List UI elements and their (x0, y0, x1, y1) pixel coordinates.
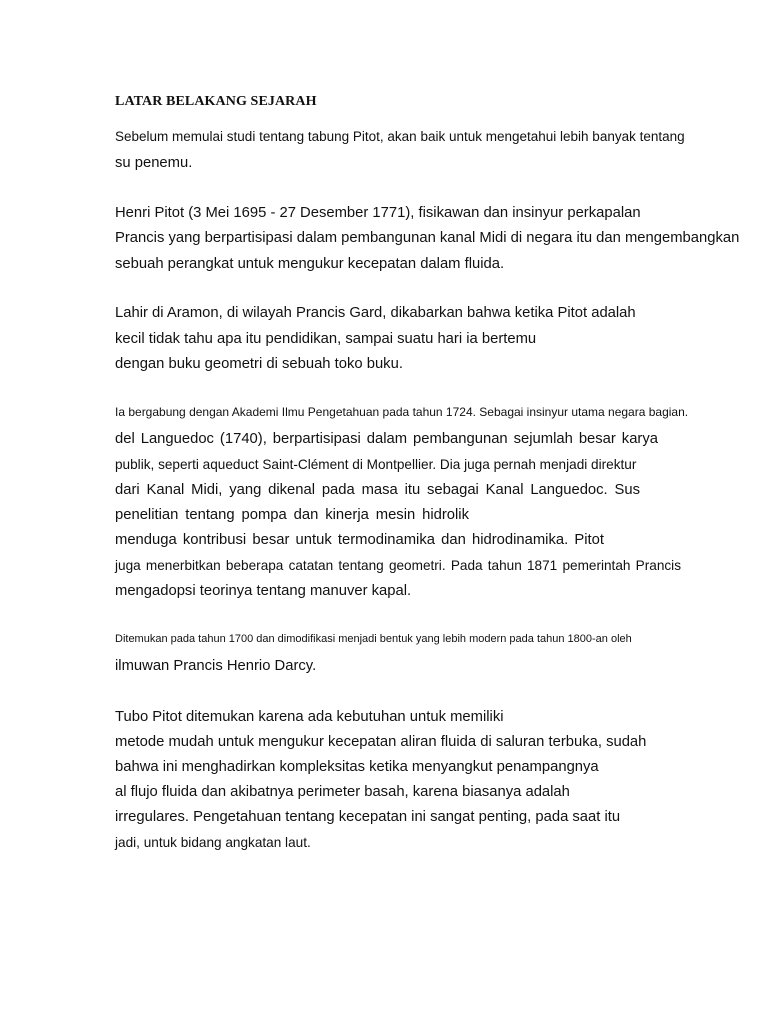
paragraph-6-line-6: jadi, untuk bidang angkatan laut. (115, 835, 311, 850)
document-title: LATAR BELAKANG SEJARAH (115, 94, 317, 109)
paragraph-4-line-4: dari Kanal Midi, yang dikenal pada masa itu sebagai Kanal Languedoc. Sus (115, 482, 640, 498)
paragraph-2-line-2: Prancis yang berpartisipasi dalam pembangunan kanal Midi di negara itu dan mengembangkan (115, 230, 740, 246)
paragraph-4-line-7: juga menerbitkan beberapa catatan tentang geometri. Pada tahun 1871 pemerintah Prancis (115, 558, 681, 573)
paragraph-4-line-3: publik, seperti aqueduct Saint-Clément di Montpellier. Dia juga pernah menjadi direktur (115, 457, 637, 472)
paragraph-2-line-3: sebuah perangkat untuk mengukur kecepatan dalam fluida. (115, 256, 505, 272)
paragraph-6-line-4: al flujo fluida dan akibatnya perimeter basah, karena biasanya adalah (115, 784, 570, 800)
paragraph-3-line-1: Lahir di Aramon, di wilayah Prancis Gard, dikabarkan bahwa ketika Pitot adalah (115, 305, 636, 321)
paragraph-4-line-6: menduga kontribusi besar untuk termodinamika dan hidrodinamika. Pitot (115, 532, 604, 548)
paragraph-4-line-5: penelitian tentang pompa dan kinerja mesin hidrolik (115, 507, 469, 523)
paragraph-6-line-2: metode mudah untuk mengukur kecepatan aliran fluida di saluran terbuka, sudah (115, 734, 647, 750)
paragraph-4-line-1: Ia bergabung dengan Akademi Ilmu Pengetahuan pada tahun 1724. Sebagai insinyur utama negara bagian. (115, 405, 689, 419)
paragraph-4-line-2: del Languedoc (1740), berpartisipasi dalam pembangunan sejumlah besar karya (115, 431, 658, 447)
paragraph-3-line-3: dengan buku geometri di sebuah toko buku. (115, 356, 403, 372)
paragraph-1-line-1: Sebelum memulai studi tentang tabung Pitot, akan baik untuk mengetahui lebih banyak tentang (115, 129, 685, 144)
paragraph-2-line-1: Henri Pitot (3 Mei 1695 - 27 Desember 1771), fisikawan dan insinyur perkapalan (115, 205, 641, 221)
paragraph-6-line-5: irregulares. Pengetahuan tentang kecepatan ini sangat penting, pada saat itu (115, 809, 621, 825)
paragraph-4-line-8: mengadopsi teorinya tentang manuver kapal. (115, 583, 412, 599)
paragraph-1-line-2: su penemu. (115, 155, 193, 171)
paragraph-6-line-1: Tubo Pitot ditemukan karena ada kebutuhan untuk memiliki (115, 709, 504, 725)
paragraph-5-line-2: ilmuwan Prancis Henrio Darcy. (115, 658, 317, 674)
paragraph-5-line-1: Ditemukan pada tahun 1700 dan dimodifikasi menjadi bentuk yang lebih modern pada tahun 1800-an oleh (115, 633, 632, 645)
paragraph-3-line-2: kecil tidak tahu apa itu pendidikan, sampai suatu hari ia bertemu (115, 331, 537, 347)
paragraph-6-line-3: bahwa ini menghadirkan kompleksitas ketika menyangkut penampangnya (115, 759, 599, 775)
